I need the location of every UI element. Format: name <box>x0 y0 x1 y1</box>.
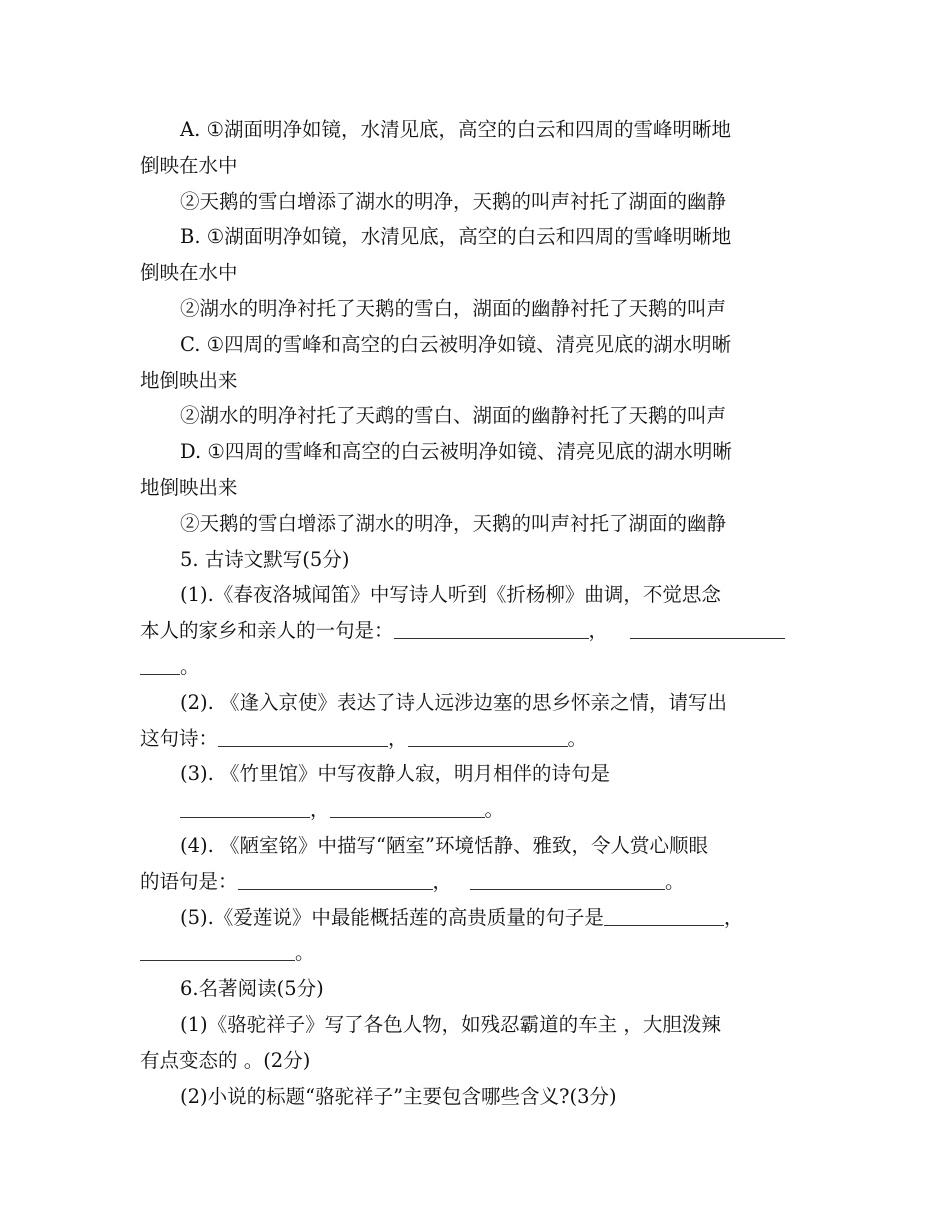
option-a-line2: ②天鹅的雪白增添了湖水的明净，天鹅的叫声衬托了湖面的幽静 <box>180 189 727 213</box>
option-a-line1: A. ①湖面明净如镜，水清见底，高空的白云和四周的雪峰明晰地 <box>180 118 731 141</box>
q6-item-1-line1: (1)《骆驼祥子》写了各色人物，如残忍霸道的车主 ，大胆泼辣 <box>180 1012 721 1036</box>
q5-item-4-line2 <box>140 864 820 900</box>
document-page <box>140 112 820 1114</box>
comma: ， <box>432 869 453 893</box>
option-c-line1-cont: 地倒映出来 <box>140 368 238 392</box>
answer-blank[interactable] <box>140 652 180 675</box>
answer-blank[interactable] <box>470 867 665 890</box>
q5-item-2-line2 <box>140 721 820 757</box>
answer-blank[interactable] <box>630 616 785 639</box>
q5-item-5-line1 <box>140 900 820 936</box>
q5-item-1-line1: (1).《春夜洛城闻笛》中写诗人听到《折杨柳》曲调，不觉思念 <box>180 583 721 607</box>
answer-blank[interactable] <box>218 724 388 747</box>
q5-item-5-text: (5).《爱莲说》中最能概括莲的高贵质量的句子是 <box>180 905 604 929</box>
period: 。 <box>295 941 315 965</box>
period: 。 <box>484 798 505 822</box>
option-d-line1: D. ①四周的雪峰和高空的白云被明净如镜、清亮见底的湖水明晰 <box>180 440 732 464</box>
answer-blank[interactable] <box>140 938 295 961</box>
comma: ， <box>388 726 408 750</box>
question-5-title: 5. 古诗文默写(5分) <box>180 547 350 571</box>
q5-item-1-text: 本人的家乡和亲人的一句是： <box>140 619 394 643</box>
option-d-line1-cont: 地倒映出来 <box>140 475 238 499</box>
option-c-line1: C. ①四周的雪峰和高空的白云被明净如镜、清亮见底的湖水明晰 <box>180 332 732 356</box>
q6-item-1-line2: 有点变态的 。(2分) <box>140 1048 311 1072</box>
option-b-line1-cont: 倒映在水中 <box>140 261 238 285</box>
option-b-line2: ②湖水的明净衬托了天鹅的雪白，湖面的幽静衬托了天鹅的叫声 <box>180 296 727 320</box>
question-6-title: 6.名著阅读(5分) <box>180 977 324 1001</box>
option-c-line2: ②湖水的明净衬托了天鹉的雪白、湖面的幽静衬托了天鹅的叫声 <box>180 404 727 428</box>
option-d-line2: ②天鹅的雪白增添了湖水的明净，天鹅的叫声衬托了湖面的幽静 <box>180 511 727 535</box>
comma: ， <box>310 798 330 822</box>
q6-item-2: (2)小说的标题“骆驼祥子”主要包含哪些含义?(3分) <box>180 1084 617 1108</box>
period: 。 <box>665 869 685 893</box>
q5-item-4-line1: (4). 《陋室铭》中描写“陋室”环境恬静、雅致，令人赏心顺眼 <box>180 833 708 857</box>
period: 。 <box>180 654 200 678</box>
q5-item-1-line2 <box>140 613 820 649</box>
comma: ， <box>723 905 744 929</box>
q5-item-4-text: 的语句是： <box>140 869 238 893</box>
answer-blank[interactable] <box>238 867 433 890</box>
answer-blank[interactable] <box>180 795 310 818</box>
q5-item-1-line3 <box>140 649 820 685</box>
q5-item-5-line2 <box>140 935 820 971</box>
answer-blank[interactable] <box>330 795 485 818</box>
answer-blank[interactable] <box>604 903 724 926</box>
option-b-line1: B. ①湖面明净如镜，水清见底，高空的白云和四周的雪峰明晰地 <box>180 225 732 249</box>
answer-blank[interactable] <box>394 616 589 639</box>
q5-item-3-line1: (3). 《竹里馆》中写夜静人寂，明月相伴的诗句是 <box>180 762 611 786</box>
option-a-line1-cont: 倒映在水中 <box>140 153 238 177</box>
q5-item-3-line2 <box>140 792 820 828</box>
answer-blank[interactable] <box>408 724 568 747</box>
comma: ， <box>588 619 609 643</box>
q5-item-2-text: 这句诗： <box>140 726 219 750</box>
q5-item-2-line1: (2). 《逢入京使》表达了诗人远涉边塞的思乡怀亲之情，请写出 <box>180 690 728 714</box>
period: 。 <box>567 726 588 750</box>
